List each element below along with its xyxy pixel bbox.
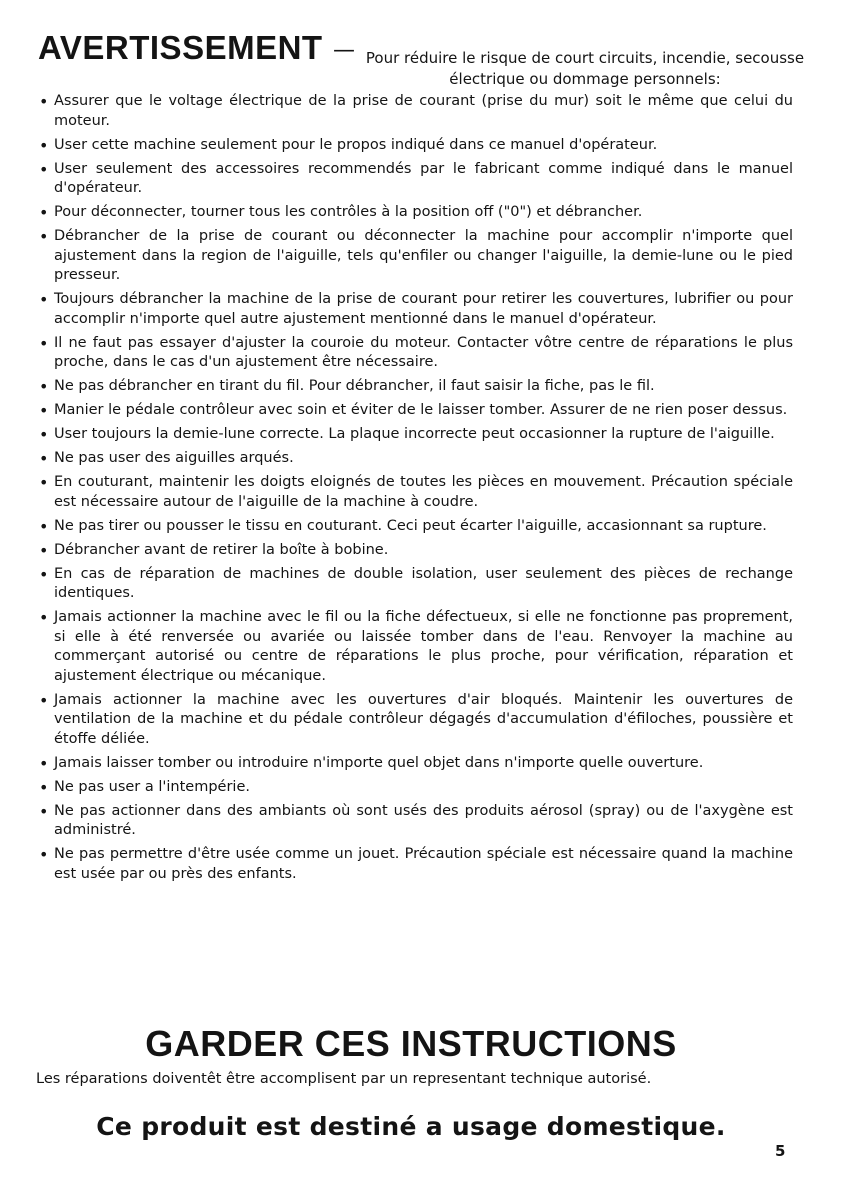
list-item: • Manier le pédale contrôleur avec soin et éviter de le laisser tomber. Assurer de ne rien poser dessus. [38,401,793,421]
warning-subtitle: Pour réduire le risque de court circuits, incendie, secousse électrique ou dommage personnels: [365,49,805,88]
page-number: 5 [775,1142,786,1160]
list-item: • User toujours la demie-lune correcte. La plaque incorrecte peut occasionner la rupture de l'aiguille. [38,425,793,445]
repair-note: Les réparations doiventêt être accomplisent par un representant technique autorisé. [36,1071,652,1087]
list-item: • Il ne faut pas essayer d'ajuster la couroie du moteur. Contacter vôtre centre de réparations le plus proche, dans le cas d'un ajustement être nécessaire. [38,334,793,373]
warning-dash: — [333,38,355,63]
warning-title: AVERTISSEMENT [38,29,323,66]
list-item: • Ne pas permettre d'être usée comme un jouet. Précaution spéciale est nécessaire quand la machine est usée par ou près des enfants. [38,845,793,884]
list-item: • User cette machine seulement pour le propos indiqué dans ce manuel d'opérateur. [38,136,793,156]
list-item: • Ne pas actionner dans des ambiants où sont usés des produits aérosol (spray) ou de l'axygène est administré. [38,802,793,841]
list-item: • Jamais actionner la machine avec le fil ou la fiche défectueux, si elle ne fonctionne pas proprement, si elle à été renversée ou avariée ou laissée tomber dans de l'eau. Renvoyer la machine au commerçant autorisé ou centre de réparations le plus proche, pour vérification, réparation et ajustement électrique ou mécanique. [38,608,793,686]
keep-instructions-title: GARDER CES INSTRUCTIONS [145,1023,677,1064]
list-item: • Pour déconnecter, tourner tous les contrôles à la position off ("0") et débrancher. [38,203,793,223]
list-item: • Débrancher de la prise de courant ou déconnecter la machine pour accomplir n'importe quel ajustement dans la region de l'aiguille, tels qu'enfiler ou changer l'aiguille, la demie-lune ou le pied presseur. [38,227,793,286]
household-use-notice: Ce produit est destiné a usage domestique. [96,1112,726,1141]
list-item: • Ne pas débrancher en tirant du fil. Pour débrancher, il faut saisir la fiche, pas le fil. [38,377,793,397]
list-item: • Ne pas user a l'intempérie. [38,778,793,798]
list-item: • Ne pas tirer ou pousser le tissu en couturant. Ceci peut écarter l'aiguille, accasionnant sa rupture. [38,517,793,537]
list-item: • Ne pas user des aiguilles arqués. [38,449,793,469]
list-item: • Toujours débrancher la machine de la prise de courant pour retirer les couvertures, lubrifier ou pour accomplir n'importe quel autre ajustement mentionné dans le manuel d'opérateur. [38,290,793,329]
list-item: • Jamais actionner la machine avec les ouvertures d'air bloqués. Maintenir les ouvertures de ventilation de la machine et du pédale contrôleur dégagés d'accumulation d'éfiloches, poussière et étoffe déliée. [38,691,793,750]
list-item: • En couturant, maintenir les doigts eloignés de toutes les pièces en mouvement. Précaution spéciale est nécessaire autour de l'aiguille de la machine à coudre. [38,473,793,512]
list-item: • Assurer que le voltage électrique de la prise de courant (prise du mur) soit le même que celui du moteur. [38,92,793,131]
list-item: • User seulement des accessoires recommendés par le fabricant comme indiqué dans le manuel d'opérateur. [38,160,793,199]
list-item: • Jamais laisser tomber ou introduire n'importe quel objet dans n'importe quelle ouverture. [38,754,793,774]
safety-instructions-list [38,92,793,889]
warning-header [38,28,805,94]
list-item: • En cas de réparation de machines de double isolation, user seulement des pièces de rechange identiques. [38,565,793,604]
list-item: • Débrancher avant de retirer la boîte à bobine. [38,541,793,561]
